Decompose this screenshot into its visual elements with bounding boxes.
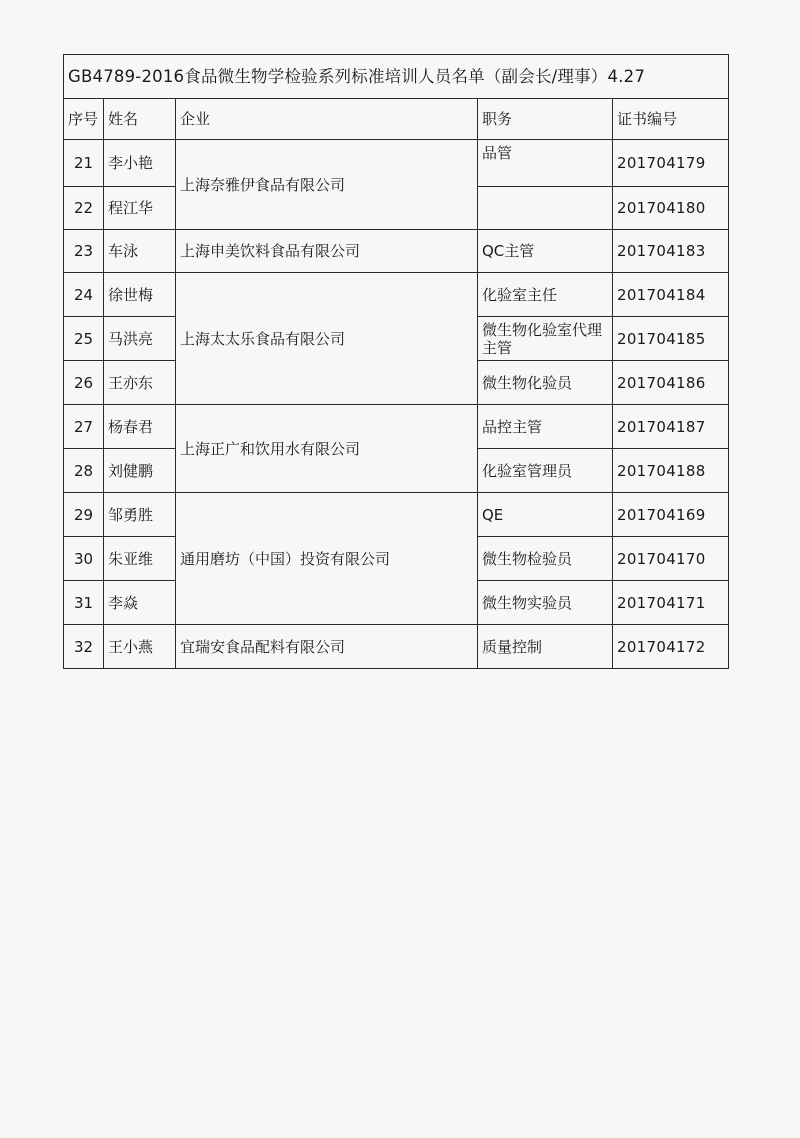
name-cell: 马洪亮 xyxy=(104,317,176,361)
cert-cell: 201704187 xyxy=(613,405,729,449)
header-cert: 证书编号 xyxy=(613,99,729,140)
seq-cell: 28 xyxy=(64,449,104,493)
name-cell: 刘健鹏 xyxy=(104,449,176,493)
table-title: GB4789-2016食品微生物学检验系列标准培训人员名单（副会长/理事）4.27 xyxy=(64,55,729,99)
seq-cell: 32 xyxy=(64,625,104,669)
header-seq: 序号 xyxy=(64,99,104,140)
table-row xyxy=(64,405,729,449)
table-row xyxy=(64,140,729,187)
position-cell: 微生物化验室代理主管 xyxy=(478,317,613,361)
seq-cell: 25 xyxy=(64,317,104,361)
position-cell: 品管 xyxy=(478,140,613,187)
seq-cell: 26 xyxy=(64,361,104,405)
header-name: 姓名 xyxy=(104,99,176,140)
position-cell: 质量控制 xyxy=(478,625,613,669)
document-sheet xyxy=(63,54,728,669)
position-cell: 微生物检验员 xyxy=(478,537,613,581)
cert-cell: 201704171 xyxy=(613,581,729,625)
header-row xyxy=(64,99,729,140)
cert-cell: 201704169 xyxy=(613,493,729,537)
position-cell: 化验室主任 xyxy=(478,273,613,317)
company-cell: 宜瑞安食品配料有限公司 xyxy=(176,625,478,669)
seq-cell: 27 xyxy=(64,405,104,449)
seq-cell: 31 xyxy=(64,581,104,625)
cert-cell: 201704183 xyxy=(613,230,729,273)
position-cell: QC主管 xyxy=(478,230,613,273)
position-cell: 微生物化验员 xyxy=(478,361,613,405)
company-cell: 通用磨坊（中国）投资有限公司 xyxy=(176,493,478,625)
name-cell: 徐世梅 xyxy=(104,273,176,317)
position-cell: 品控主管 xyxy=(478,405,613,449)
company-cell: 上海奈雅伊食品有限公司 xyxy=(176,140,478,230)
cert-cell: 201704180 xyxy=(613,187,729,230)
company-cell: 上海正广和饮用水有限公司 xyxy=(176,405,478,493)
company-cell: 上海申美饮料食品有限公司 xyxy=(176,230,478,273)
cert-cell: 201704170 xyxy=(613,537,729,581)
seq-cell: 22 xyxy=(64,187,104,230)
name-cell: 王小燕 xyxy=(104,625,176,669)
table-row xyxy=(64,625,729,669)
name-cell: 朱亚维 xyxy=(104,537,176,581)
table-row xyxy=(64,230,729,273)
position-cell: QE xyxy=(478,493,613,537)
cert-cell: 201704179 xyxy=(613,140,729,187)
name-cell: 李焱 xyxy=(104,581,176,625)
seq-cell: 24 xyxy=(64,273,104,317)
name-cell: 李小艳 xyxy=(104,140,176,187)
seq-cell: 30 xyxy=(64,537,104,581)
name-cell: 杨春君 xyxy=(104,405,176,449)
name-cell: 王亦东 xyxy=(104,361,176,405)
position-cell: 化验室管理员 xyxy=(478,449,613,493)
position-cell: 微生物实验员 xyxy=(478,581,613,625)
table-row xyxy=(64,493,729,537)
company-cell: 上海太太乐食品有限公司 xyxy=(176,273,478,405)
name-cell: 车泳 xyxy=(104,230,176,273)
table-row xyxy=(64,273,729,317)
trainee-table xyxy=(63,54,729,669)
cert-cell: 201704186 xyxy=(613,361,729,405)
seq-cell: 29 xyxy=(64,493,104,537)
cert-cell: 201704188 xyxy=(613,449,729,493)
name-cell: 程江华 xyxy=(104,187,176,230)
cert-cell: 201704184 xyxy=(613,273,729,317)
name-cell: 邹勇胜 xyxy=(104,493,176,537)
seq-cell: 23 xyxy=(64,230,104,273)
header-position: 职务 xyxy=(478,99,613,140)
position-cell xyxy=(478,187,613,230)
cert-cell: 201704185 xyxy=(613,317,729,361)
header-company: 企业 xyxy=(176,99,478,140)
cert-cell: 201704172 xyxy=(613,625,729,669)
seq-cell: 21 xyxy=(64,140,104,187)
